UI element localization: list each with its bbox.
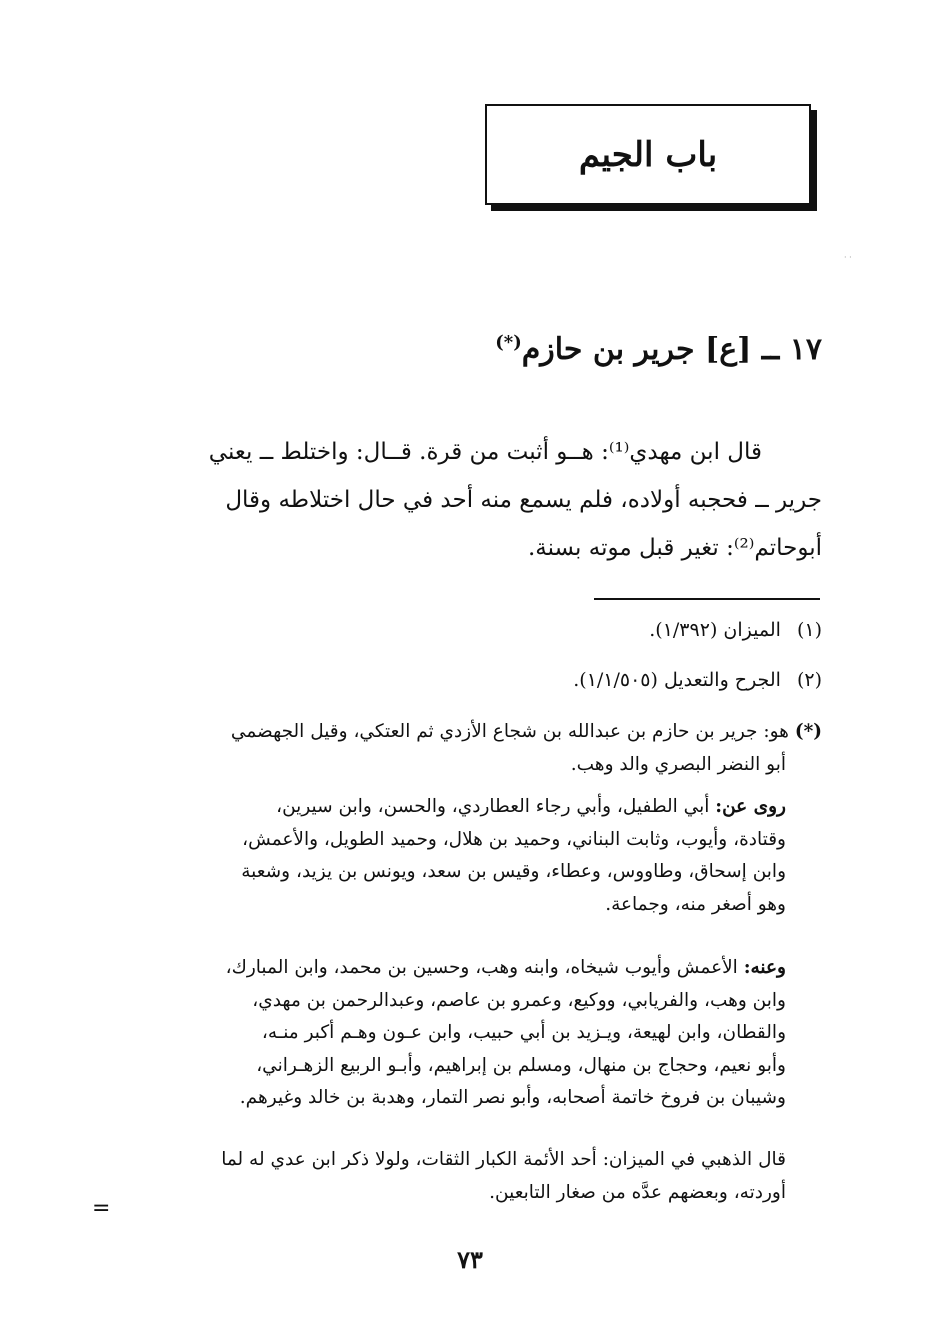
bio-anhu-line-5: وشيبان بن فروخ خاتمة أصحابه، وأبو نصر التمار، وهدبة بن خالد وغيرهم. (239, 1087, 786, 1108)
biography-dhahabi-note (122, 1144, 822, 1209)
bio-anhu-line-1 (122, 952, 822, 985)
entry-heading-text: ١٧ ــ [ع] جرير بن حازم (521, 332, 822, 367)
bio-anhu-text-1: الأعمش وأيوب شيخاه، وابنه وهب، وحسين بن محمد، وابن المبارك، (225, 957, 744, 978)
bio-intro-line-2: أبو النضر البصري والد وهب. (570, 753, 786, 775)
main-line-3: أبوحاتم⁽²⁾: تغير قبل موته بسنة. (527, 535, 822, 561)
bio-riwa-line-1 (122, 791, 822, 824)
bio-anhu-label: وعنه: (743, 957, 786, 978)
bio-riwa-text-1: أبي الطفيل، وأبي رجاء العطاردي، والحسن، وابن سيرين، (276, 796, 716, 817)
bio-riwa-line-3: وابن إسحاق، وطاووس، وعطاء، وقيس بن سعد، ويونس بن يزيد، وشعبة (241, 861, 786, 882)
bio-anhu-line-4: وأبو نعيم، وحجاج بن منهال، ومسلم بن إبراهيم، وأبـو الربيع الزهـراني، (256, 1054, 786, 1076)
bio-dhahabi-line-1: قال الذهبي في الميزان: أحد الأئمة الكبار الثقات، ولولا ذكر ابن عدي له لما (221, 1149, 786, 1170)
page-number: ٧٣ (457, 1245, 483, 1274)
main-paragraph (122, 428, 822, 572)
entry-heading (222, 332, 822, 367)
bio-intro-line-1 (122, 716, 822, 749)
continuation-mark: = (92, 1196, 111, 1221)
bio-anhu-line-2: وابن وهب، والفريابي، ووكيع، وعمرو بن عاصم، وعبدالرحمن بن مهدي، (252, 989, 786, 1011)
bio-riwa-line-4: وهو أصغر منه، وجماعة. (605, 893, 786, 915)
footnote-2 (122, 662, 822, 698)
biography-narrated-by (122, 952, 822, 1115)
footnote-2-number: (٢) (796, 669, 822, 691)
biography-intro (122, 716, 822, 781)
scan-speck: · · (844, 253, 852, 262)
bio-riwa-line-2: وقتادة، وأيوب، وثابت البناني، وحميد بن هلال، وحميد الطويل، والأعمش، (242, 828, 786, 850)
bio-intro-text-1: هو: جرير بن حازم بن عبدالله بن شجاع الأزدي ثم العتكي، وقيل الجهضمي (230, 721, 789, 742)
footnote-1 (122, 612, 822, 648)
chapter-heading-box (485, 104, 811, 205)
biography-narrated-from (122, 791, 822, 921)
main-line-2: جرير ــ فحجبه أولاده، فلم يسمع منه أحد في حال اختلاطه وقال (225, 487, 822, 513)
footnote-1-number: (١) (796, 619, 822, 641)
footnote-separator (594, 598, 820, 600)
bio-anhu-line-3: والقطان، وابن لهيعة، ويـزيد بن أبي حبيب، وابن عـون وهـم أكبر منـه، (261, 1022, 786, 1043)
main-line-1: قال ابن مهدي⁽¹⁾: هــو أثبت من قرة. قــال: واختلط ــ يعني (208, 439, 762, 465)
entry-heading-marker: (*) (495, 332, 522, 353)
bio-dhahabi-line-2: أوردته، وبعضهم عدَّه من صغار التابعين. (489, 1181, 786, 1203)
bio-star-marker: (*) (794, 721, 822, 742)
footnote-2-text: الجرح والتعديل (١/١/٥٠٥). (573, 669, 781, 691)
footnote-1-text: الميزان (١/٣٩٢). (649, 619, 781, 641)
bio-riwa-label: روى عن: (715, 796, 786, 817)
chapter-title: باب الجيم (578, 134, 718, 175)
